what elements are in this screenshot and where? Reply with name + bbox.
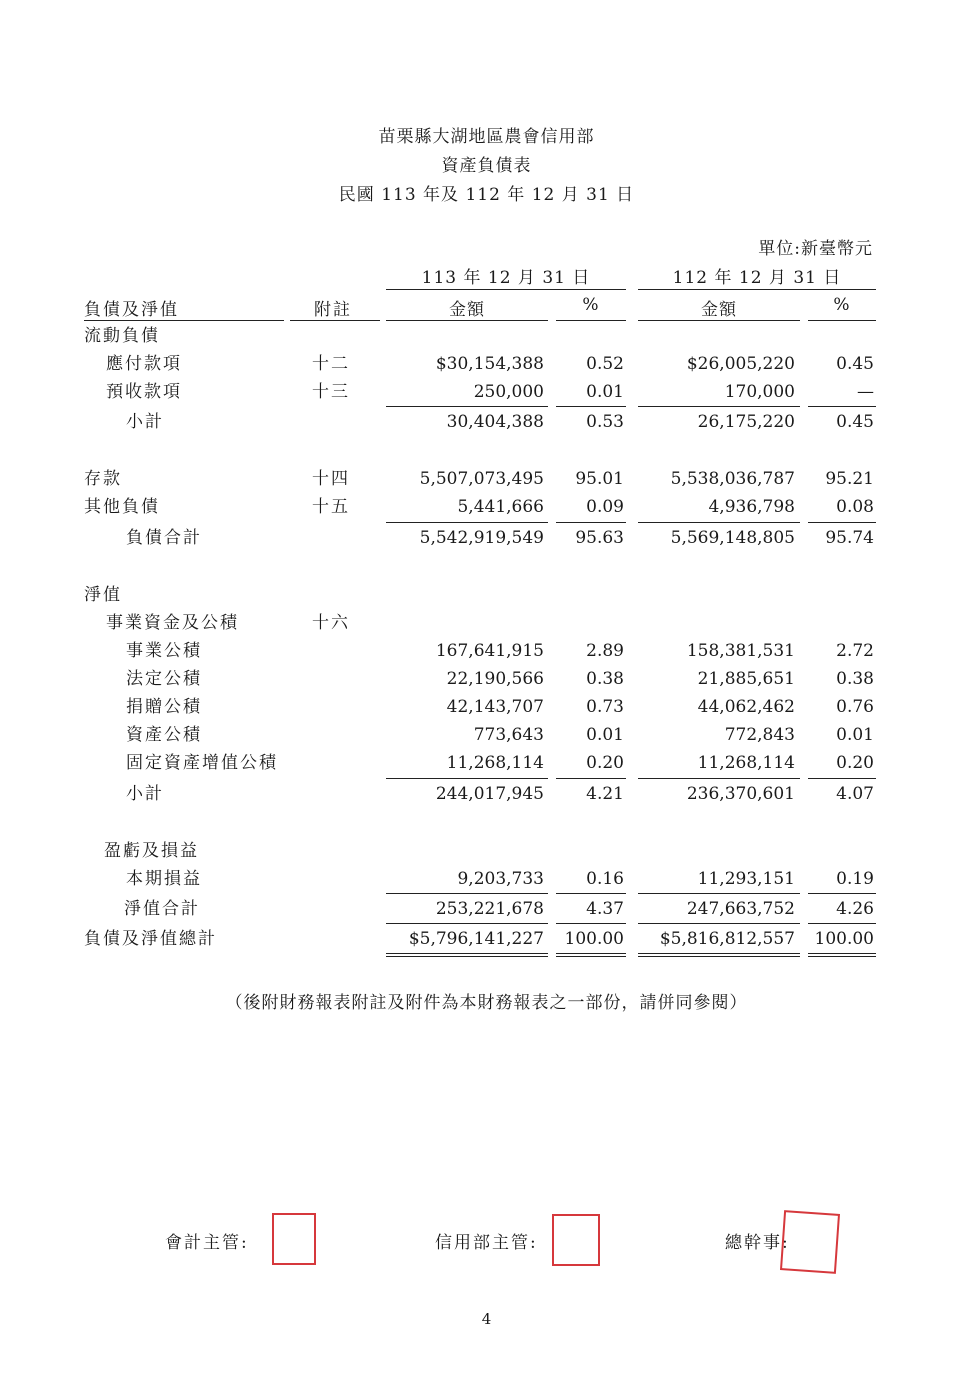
subtotal-rule bbox=[386, 893, 548, 894]
pct-113: 0.73 bbox=[586, 697, 624, 717]
table-row bbox=[0, 780, 973, 808]
pct-113: 0.20 bbox=[586, 753, 624, 773]
table-row bbox=[0, 895, 973, 923]
amount-112: 772,843 bbox=[724, 725, 795, 745]
credit-dept-supervisor-label: 信用部主管: bbox=[435, 1233, 538, 1253]
pct-header-1: % bbox=[582, 295, 600, 315]
amount2-header-rule bbox=[638, 320, 800, 321]
general-manager-label: 總幹事: bbox=[725, 1233, 790, 1253]
total-rule bbox=[638, 923, 800, 924]
grand-total-double-rule bbox=[638, 953, 800, 957]
total-rule bbox=[808, 923, 876, 924]
amount-112: 5,538,036,787 bbox=[670, 469, 795, 489]
row-label: 固定資產增值公積 bbox=[126, 753, 278, 773]
subtotal-rule bbox=[386, 522, 548, 523]
table-row bbox=[0, 350, 973, 378]
pct-113: 0.01 bbox=[586, 382, 624, 402]
pct-112: 100.00 bbox=[814, 929, 874, 949]
table-row bbox=[0, 665, 973, 693]
row-label: 其他負債 bbox=[84, 497, 160, 517]
table-row bbox=[0, 322, 973, 350]
footnote: （後附財務報表附註及附件為本財務報表之一部份，請併同參閱） bbox=[225, 993, 748, 1013]
row-label: 事業公積 bbox=[126, 641, 202, 661]
amount-header-1: 金額 bbox=[449, 300, 485, 320]
pct-112: — bbox=[857, 382, 874, 402]
pct-113: 100.00 bbox=[564, 929, 624, 949]
row-label: 應付款項 bbox=[106, 354, 182, 374]
table-row bbox=[0, 693, 973, 721]
general-manager-seal bbox=[780, 1210, 840, 1274]
amount-112: 26,175,220 bbox=[697, 412, 795, 432]
total-rule bbox=[556, 923, 626, 924]
pct-112: 0.76 bbox=[836, 697, 874, 717]
table-row bbox=[0, 378, 973, 406]
amount-112: 170,000 bbox=[724, 382, 795, 402]
statement-period: 民國 113 年及 112 年 12 月 31 日 bbox=[338, 185, 635, 205]
pct-113: 95.63 bbox=[575, 528, 624, 548]
amount-112: 4,936,798 bbox=[708, 497, 795, 517]
year2-header: 112 年 12 月 31 日 bbox=[672, 268, 842, 288]
pct-113: 2.89 bbox=[586, 641, 624, 661]
amount-113: 22,190,566 bbox=[446, 669, 544, 689]
pct-113: 0.09 bbox=[586, 497, 624, 517]
row-label: 流動負債 bbox=[84, 326, 160, 346]
amount-113: 9,203,733 bbox=[457, 869, 544, 889]
subtotal-rule bbox=[386, 406, 548, 407]
subtotal-rule bbox=[556, 778, 626, 779]
amount-113: 42,143,707 bbox=[446, 697, 544, 717]
amount-113: 167,641,915 bbox=[435, 641, 544, 661]
subtotal-rule bbox=[556, 406, 626, 407]
label-header: 負債及淨值 bbox=[84, 300, 179, 320]
pct-113: 0.16 bbox=[586, 869, 624, 889]
pct-113: 0.53 bbox=[586, 412, 624, 432]
pct-112: 0.45 bbox=[836, 412, 874, 432]
row-label: 盈虧及損益 bbox=[104, 841, 199, 861]
pct2-header-rule bbox=[808, 320, 876, 321]
amount-113: 253,221,678 bbox=[435, 899, 544, 919]
year1-header-rule bbox=[386, 289, 626, 290]
grand-total-double-rule bbox=[556, 953, 626, 957]
pct-113: 95.01 bbox=[575, 469, 624, 489]
label-header-rule bbox=[84, 320, 284, 321]
total-rule bbox=[386, 923, 548, 924]
amount-113: $5,796,141,227 bbox=[408, 929, 544, 949]
subtotal-rule bbox=[556, 522, 626, 523]
pct-112: 0.01 bbox=[836, 725, 874, 745]
pct-112: 95.74 bbox=[825, 528, 874, 548]
row-label: 法定公積 bbox=[126, 669, 202, 689]
table-row bbox=[0, 865, 973, 893]
amount-112: 158,381,531 bbox=[686, 641, 795, 661]
amount-112: 44,062,462 bbox=[697, 697, 795, 717]
row-label: 小計 bbox=[126, 412, 164, 432]
row-note: 十四 bbox=[312, 469, 350, 489]
row-note: 十三 bbox=[312, 382, 350, 402]
table-row bbox=[0, 637, 973, 665]
pct-113: 0.52 bbox=[586, 354, 624, 374]
row-label: 負債合計 bbox=[126, 528, 202, 548]
pct-112: 0.45 bbox=[836, 354, 874, 374]
pct-112: 95.21 bbox=[825, 469, 874, 489]
row-note: 十六 bbox=[312, 613, 350, 633]
amount-113: 250,000 bbox=[473, 382, 544, 402]
amount-113: 5,441,666 bbox=[457, 497, 544, 517]
subtotal-rule bbox=[808, 778, 876, 779]
subtotal-rule bbox=[808, 522, 876, 523]
subtotal-rule bbox=[638, 893, 800, 894]
grand-total-double-rule bbox=[808, 953, 876, 957]
note-header-rule bbox=[290, 320, 380, 321]
row-note: 十二 bbox=[312, 354, 350, 374]
grand-total-double-rule bbox=[386, 953, 548, 957]
row-label: 預收款項 bbox=[106, 382, 182, 402]
note-header: 附註 bbox=[314, 300, 352, 320]
amount-112: 5,569,148,805 bbox=[670, 528, 795, 548]
subtotal-rule bbox=[638, 778, 800, 779]
amount-113: 5,507,073,495 bbox=[419, 469, 544, 489]
table-row bbox=[0, 493, 973, 521]
accounting-supervisor-label: 會計主管: bbox=[165, 1233, 249, 1253]
row-label: 存款 bbox=[84, 469, 122, 489]
row-label: 小計 bbox=[126, 784, 164, 804]
row-note: 十五 bbox=[312, 497, 350, 517]
table-row bbox=[0, 524, 973, 552]
pct-112: 4.07 bbox=[836, 784, 874, 804]
row-label: 淨值 bbox=[84, 585, 122, 605]
pct1-header-rule bbox=[556, 320, 626, 321]
amount-113: 5,542,919,549 bbox=[419, 528, 544, 548]
year2-header-rule bbox=[638, 289, 876, 290]
table-row bbox=[0, 408, 973, 436]
page-number: 4 bbox=[481, 1310, 492, 1328]
subtotal-rule bbox=[638, 522, 800, 523]
org-name: 苗栗縣大湖地區農會信用部 bbox=[378, 127, 595, 147]
row-label: 負債及淨值總計 bbox=[84, 929, 217, 949]
amount-112: 21,885,651 bbox=[697, 669, 795, 689]
pct-113: 4.21 bbox=[586, 784, 624, 804]
amount-113: $30,154,388 bbox=[435, 354, 544, 374]
amount-112: 247,663,752 bbox=[686, 899, 795, 919]
subtotal-rule bbox=[556, 893, 626, 894]
accounting-seal bbox=[272, 1213, 316, 1265]
amount1-header-rule bbox=[386, 320, 548, 321]
row-label: 資產公積 bbox=[126, 725, 202, 745]
amount-112: 236,370,601 bbox=[686, 784, 795, 804]
subtotal-rule bbox=[808, 893, 876, 894]
statement-title: 資產負債表 bbox=[441, 156, 532, 176]
pct-112: 0.38 bbox=[836, 669, 874, 689]
year1-header: 113 年 12 月 31 日 bbox=[421, 268, 591, 288]
pct-112: 4.26 bbox=[836, 899, 874, 919]
table-row bbox=[0, 749, 973, 777]
table-row bbox=[0, 721, 973, 749]
amount-header-2: 金額 bbox=[701, 300, 737, 320]
amount-113: 244,017,945 bbox=[435, 784, 544, 804]
amount-112: 11,293,151 bbox=[697, 869, 795, 889]
credit-dept-seal bbox=[552, 1214, 600, 1266]
pct-113: 0.01 bbox=[586, 725, 624, 745]
row-label: 本期損益 bbox=[126, 869, 202, 889]
amount-113: 30,404,388 bbox=[446, 412, 544, 432]
subtotal-rule bbox=[386, 778, 548, 779]
pct-112: 0.19 bbox=[836, 869, 874, 889]
row-label: 捐贈公積 bbox=[126, 697, 202, 717]
row-label: 淨值合計 bbox=[124, 899, 200, 919]
amount-113: 773,643 bbox=[473, 725, 544, 745]
currency-unit: 單位:新臺幣元 bbox=[758, 239, 873, 259]
pct-113: 0.38 bbox=[586, 669, 624, 689]
table-row bbox=[0, 581, 973, 609]
subtotal-rule bbox=[638, 406, 800, 407]
pct-113: 4.37 bbox=[586, 899, 624, 919]
amount-112: $26,005,220 bbox=[686, 354, 795, 374]
subtotal-rule bbox=[808, 406, 876, 407]
row-label: 事業資金及公積 bbox=[106, 613, 239, 633]
table-row bbox=[0, 837, 973, 865]
table-row bbox=[0, 925, 973, 953]
amount-112: 11,268,114 bbox=[697, 753, 795, 773]
pct-112: 2.72 bbox=[836, 641, 874, 661]
amount-112: $5,816,812,557 bbox=[659, 929, 795, 949]
amount-113: 11,268,114 bbox=[446, 753, 544, 773]
table-row bbox=[0, 609, 973, 637]
pct-header-2: % bbox=[833, 295, 851, 315]
pct-112: 0.08 bbox=[836, 497, 874, 517]
table-row bbox=[0, 465, 973, 493]
pct-112: 0.20 bbox=[836, 753, 874, 773]
